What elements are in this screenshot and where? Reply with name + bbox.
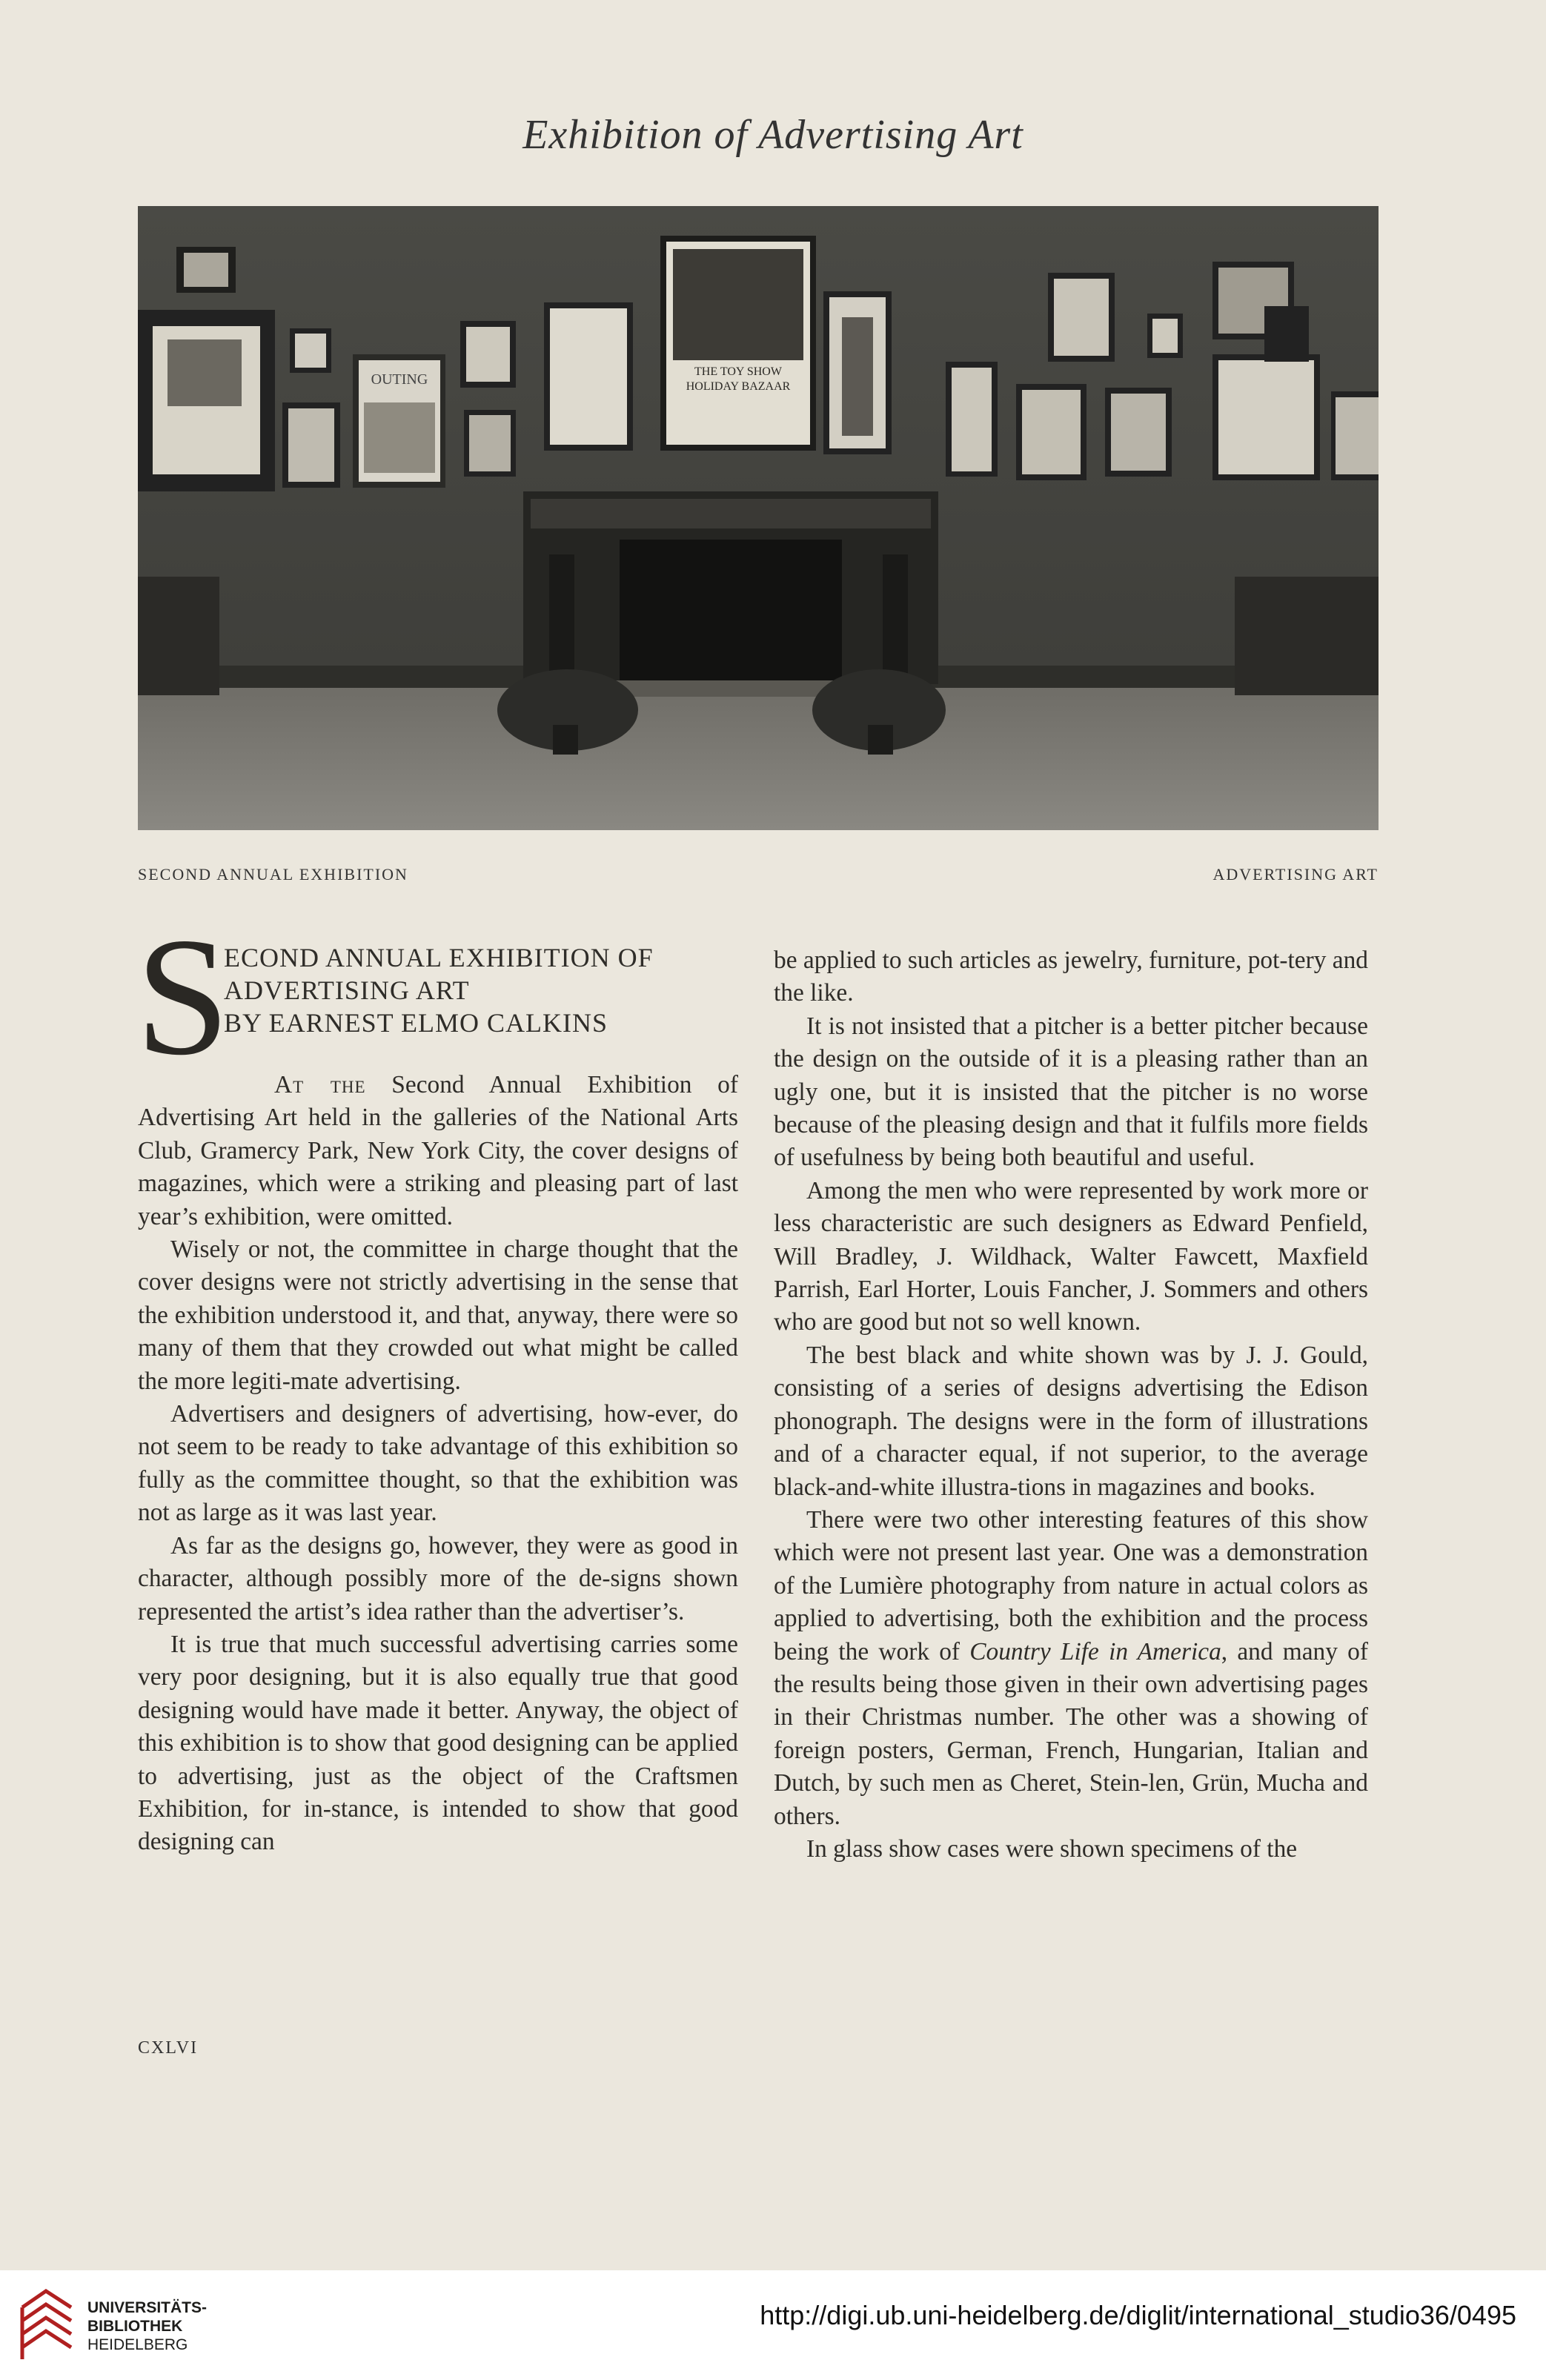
paragraph: [138, 1069, 738, 1233]
paragraph: Wisely or not, the committee in charge thought that the cover designs were not strictly advertising in the sense that the exhibition understood it, and that, anyway, there were so many of them that they crowded out what might be called the more legiti-mate advertising.: [138, 1236, 738, 1395]
exhibition-photograph: [138, 206, 1379, 830]
heading-line: ADVERTISING ART: [224, 975, 470, 1005]
paragraph: It is true that much successful advertising carries some very poor designing, but it is also equally true that good designing would have made it better. Anyway, the object of this exhibition is to show that good designing can be applied to advertising, just as the object of the Craftsmen Exhibition, for in-stance, is intended to show that good designing can: [138, 1630, 738, 1856]
paragraph: Among the men who were represented by work more or less characteristic are such designers as Edward Penfield, Will Bradley, J. Wildhack, Walter Fawcett, Maxfield Parrish, Earl Horter, Louis Fancher, J. Sommers and others who are good but not so well known.: [774, 1176, 1368, 1336]
paragraph: be applied to such articles as jewelry, furniture, pot-tery and the like.: [774, 947, 1368, 1007]
paragraph-text: There were two other interesting features of this show which were not present last year. One was a demonstration of the Lumière photography from nature in actual colors as applied to advertising, both the exhibition and the process being the work of: [774, 1505, 1368, 1665]
poster-outing-text: OUTING: [371, 371, 428, 388]
paragraph: It is not insisted that a pitcher is a better pitcher because the design on the outside of it is a pleasing rather than an ugly one, but it is insisted that the pitcher is no worse because of the pleasing design and that it fulfils more fields of usefulness by being both beautiful and useful.: [774, 1012, 1368, 1172]
heading-line: ECOND ANNUAL EXHIBITION OF: [224, 943, 654, 972]
digitization-footer: [0, 2270, 1546, 2380]
page-title: Exhibition of Advertising Art: [522, 112, 1024, 158]
magazine-title: Country Life in America: [969, 1637, 1221, 1665]
poster-toy-show-line2: HOLIDAY BAZAAR: [686, 380, 791, 393]
library-name-line: HEIDELBERG: [87, 2336, 188, 2353]
lead-in: At the: [274, 1071, 366, 1098]
library-logo-icon: [16, 2285, 77, 2365]
paragraph: The best black and white shown was by J. J. Gould, consisting of a series of designs advertising the Edison phonograph. The designs were in the form of illustrations and of a character equal, if not superior, to the average black-and-white illustra-tions in magazines and books.: [774, 1341, 1368, 1501]
article-heading: [224, 941, 743, 1039]
library-name-line: BIBLIOTHEK: [87, 2318, 183, 2335]
photo-caption-left: SECOND ANNUAL EXHIBITION: [138, 865, 408, 884]
paragraph: Advertisers and designers of advertising, how-ever, do not seem to be ready to take advantage of this exhibition so fully as the committee thought, so that the exhibition was not as large as it was last year.: [138, 1400, 738, 1527]
paragraph-text: , and many of the results being those given in their own advertising pages in their Christmas number. The other was a showing of foreign posters, German, French, Hungarian, Italian and Dutch, by such men as Cheret, Stein-len, Grün, Mucha and others.: [774, 1637, 1368, 1830]
paragraph: [774, 1504, 1368, 1833]
page-number: CXLVI: [138, 2038, 199, 2058]
poster-toy-show-line1: THE TOY SHOW: [694, 365, 782, 378]
heading-line: BY EARNEST ELMO CALKINS: [224, 1008, 608, 1038]
right-column: [774, 944, 1368, 1866]
drop-cap: S: [136, 904, 230, 1090]
photo-caption-right: ADVERTISING ART: [1212, 865, 1379, 884]
paragraph-text: Second Annual Exhibition of Advertising Art held in the galleries of the National Arts Club, Gramercy Park, New York City, the cover designs of magazines, which were a striking and pleasing part of last year’s exhibition, were omitted.: [138, 1071, 738, 1230]
paragraph: As far as the designs go, however, they were as good in character, although possibly more of the de-signs shown represented the artist’s idea rather than the advertiser’s.: [138, 1531, 738, 1625]
library-name: [87, 2298, 207, 2354]
paragraph: In glass show cases were shown specimens of the: [806, 1834, 1298, 1863]
source-url-link[interactable]: http://digi.ub.uni-heidelberg.de/diglit/international_studio36/0495: [760, 2300, 1516, 2330]
left-column: [138, 1069, 738, 1859]
library-name-line: UNIVERSITÄTS-: [87, 2299, 208, 2316]
